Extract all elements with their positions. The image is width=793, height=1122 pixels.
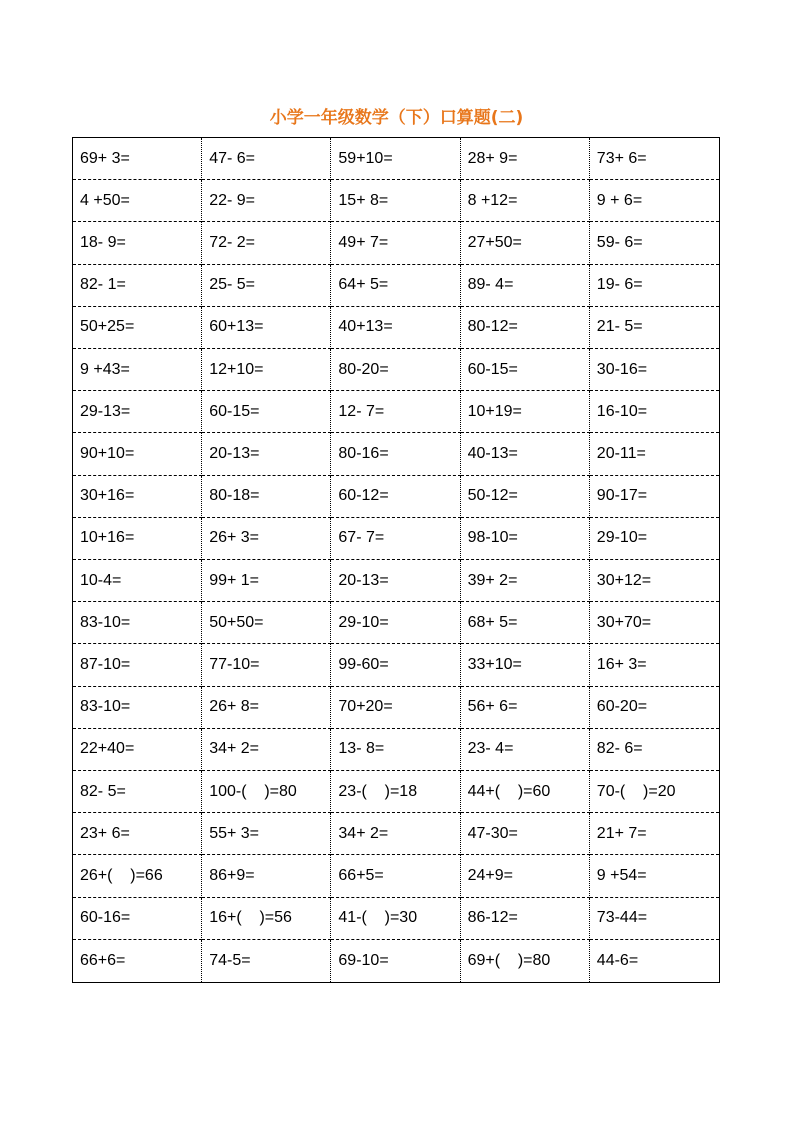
problem-cell: 66+6=: [73, 940, 202, 982]
problem-cell: 82- 5=: [73, 771, 202, 813]
problem-cell: 80-16=: [331, 433, 460, 475]
problem-cell: 16+( )=56: [202, 898, 331, 940]
problem-cell: 33+10=: [461, 644, 590, 686]
problem-cell: 60-15=: [461, 349, 590, 391]
problem-cell: 56+ 6=: [461, 687, 590, 729]
problem-cell: 34+ 2=: [202, 729, 331, 771]
problem-cell: 30-16=: [590, 349, 719, 391]
problem-cell: 69+ 3=: [73, 138, 202, 180]
problem-cell: 80-18=: [202, 476, 331, 518]
problem-cell: 83-10=: [73, 687, 202, 729]
problem-cell: 44-6=: [596, 951, 639, 969]
problem-cell: 8 +12=: [461, 180, 590, 222]
problem-cell: 29-10=: [331, 602, 460, 644]
problem-cell: 72- 2=: [202, 222, 331, 264]
problem-cell: 86-12=: [461, 898, 590, 940]
problem-cell: 40-13=: [461, 433, 590, 475]
problem-cell: 23+ 6=: [73, 813, 202, 855]
problem-cell: 20-13=: [202, 433, 331, 475]
problem-cell: 60+13=: [202, 307, 331, 349]
problem-cell: 21- 5=: [590, 307, 719, 349]
problem-cell: 68+ 5=: [461, 602, 590, 644]
problem-cell: 15+ 8=: [331, 180, 460, 222]
problem-cell: 9 + 6=: [590, 180, 719, 222]
problem-cell: 13- 8=: [331, 729, 460, 771]
problem-cell: 74-5=: [202, 940, 331, 982]
problem-cell: 99+ 1=: [202, 560, 331, 602]
problem-cell: 73+ 6=: [590, 138, 719, 180]
problem-cell: 50+50=: [202, 602, 331, 644]
problem-cell: 30+12=: [590, 560, 719, 602]
problem-cell: 100-( )=80: [202, 771, 331, 813]
problem-cell: 44+( )=60: [461, 771, 590, 813]
problem-cell: 41-( )=30: [331, 898, 460, 940]
problem-cell: 30+70=: [590, 602, 719, 644]
problem-cell: 99-60=: [331, 644, 460, 686]
problem-cell: 70-( )=20: [590, 771, 719, 813]
problem-cell: 34+ 2=: [331, 813, 460, 855]
problem-cell: 67- 7=: [331, 518, 460, 560]
problem-cell: 47- 6=: [202, 138, 331, 180]
problem-cell: 60-15=: [202, 391, 331, 433]
problem-cell: 59+10=: [331, 138, 460, 180]
problem-cell: 64+ 5=: [331, 265, 460, 307]
problem-cell: 29-13=: [73, 391, 202, 433]
problem-cell: 60-20=: [590, 687, 719, 729]
problem-cell: 10-4=: [73, 560, 202, 602]
problem-cell: 98-10=: [461, 518, 590, 560]
problem-cell: 77-10=: [202, 644, 331, 686]
page-title: 小学一年级数学（下）口算题(二): [269, 108, 524, 128]
problem-cell: 9 +43=: [73, 349, 202, 391]
problem-cell: 12- 7=: [331, 391, 460, 433]
problem-cell: 23- 4=: [461, 729, 590, 771]
problem-cell: 59- 6=: [590, 222, 719, 264]
problem-cell: 66+5=: [331, 855, 460, 897]
problem-cell: 23-( )=18: [331, 771, 460, 813]
problem-cell: 22- 9=: [202, 180, 331, 222]
problem-cell: 90-17=: [590, 476, 719, 518]
problem-cell: 4 +50=: [73, 180, 202, 222]
problem-cell: 20-13=: [331, 560, 460, 602]
problem-cell: 50+25=: [73, 307, 202, 349]
problem-cell: 49+ 7=: [331, 222, 460, 264]
problem-cell: 22+40=: [73, 729, 202, 771]
problem-cell: 26+( )=66: [73, 855, 202, 897]
problem-cell: 19- 6=: [590, 265, 719, 307]
problem-cell: 69+( )=80: [461, 940, 590, 982]
problem-cell: 89- 4=: [461, 265, 590, 307]
problem-cell: 16+ 3=: [590, 644, 719, 686]
problem-cell: 69-10=: [331, 940, 460, 982]
problem-cell: 60-16=: [73, 898, 202, 940]
problem-cell: 30+16=: [73, 476, 202, 518]
problem-cell: 73-44=: [590, 898, 719, 940]
problem-cell: 29-10=: [590, 518, 719, 560]
problem-cell: 24+9=: [461, 855, 590, 897]
problem-cell: 18- 9=: [73, 222, 202, 264]
problem-cell: 87-10=: [73, 644, 202, 686]
problem-cell: 28+ 9=: [461, 138, 590, 180]
problem-cell: 55+ 3=: [202, 813, 331, 855]
problem-cell: 86+9=: [202, 855, 331, 897]
problem-cell: 70+20=: [331, 687, 460, 729]
problem-cell: 26+ 8=: [202, 687, 331, 729]
problem-cell: 27+50=: [461, 222, 590, 264]
problem-cell: 82- 6=: [590, 729, 719, 771]
arithmetic-problem-grid: [72, 137, 720, 983]
problem-cell: 90+10=: [73, 433, 202, 475]
problem-cell: 60-12=: [331, 476, 460, 518]
problem-cell: 80-20=: [331, 349, 460, 391]
problem-cell: 25- 5=: [202, 265, 331, 307]
problem-cell: 9 +54=: [590, 855, 719, 897]
problem-cell: 10+19=: [461, 391, 590, 433]
problem-cell: 21+ 7=: [590, 813, 719, 855]
problem-cell: 82- 1=: [73, 265, 202, 307]
problem-cell: 39+ 2=: [461, 560, 590, 602]
problem-cell: 16-10=: [590, 391, 719, 433]
problem-cell: 10+16=: [73, 518, 202, 560]
problem-cell: 26+ 3=: [202, 518, 331, 560]
problem-cell: 47-30=: [461, 813, 590, 855]
problem-cell: 80-12=: [461, 307, 590, 349]
problem-cell: 50-12=: [461, 476, 590, 518]
problem-cell: 12+10=: [202, 349, 331, 391]
problem-cell: 40+13=: [331, 307, 460, 349]
problem-cell: 20-11=: [590, 433, 719, 475]
problem-cell: 83-10=: [73, 602, 202, 644]
